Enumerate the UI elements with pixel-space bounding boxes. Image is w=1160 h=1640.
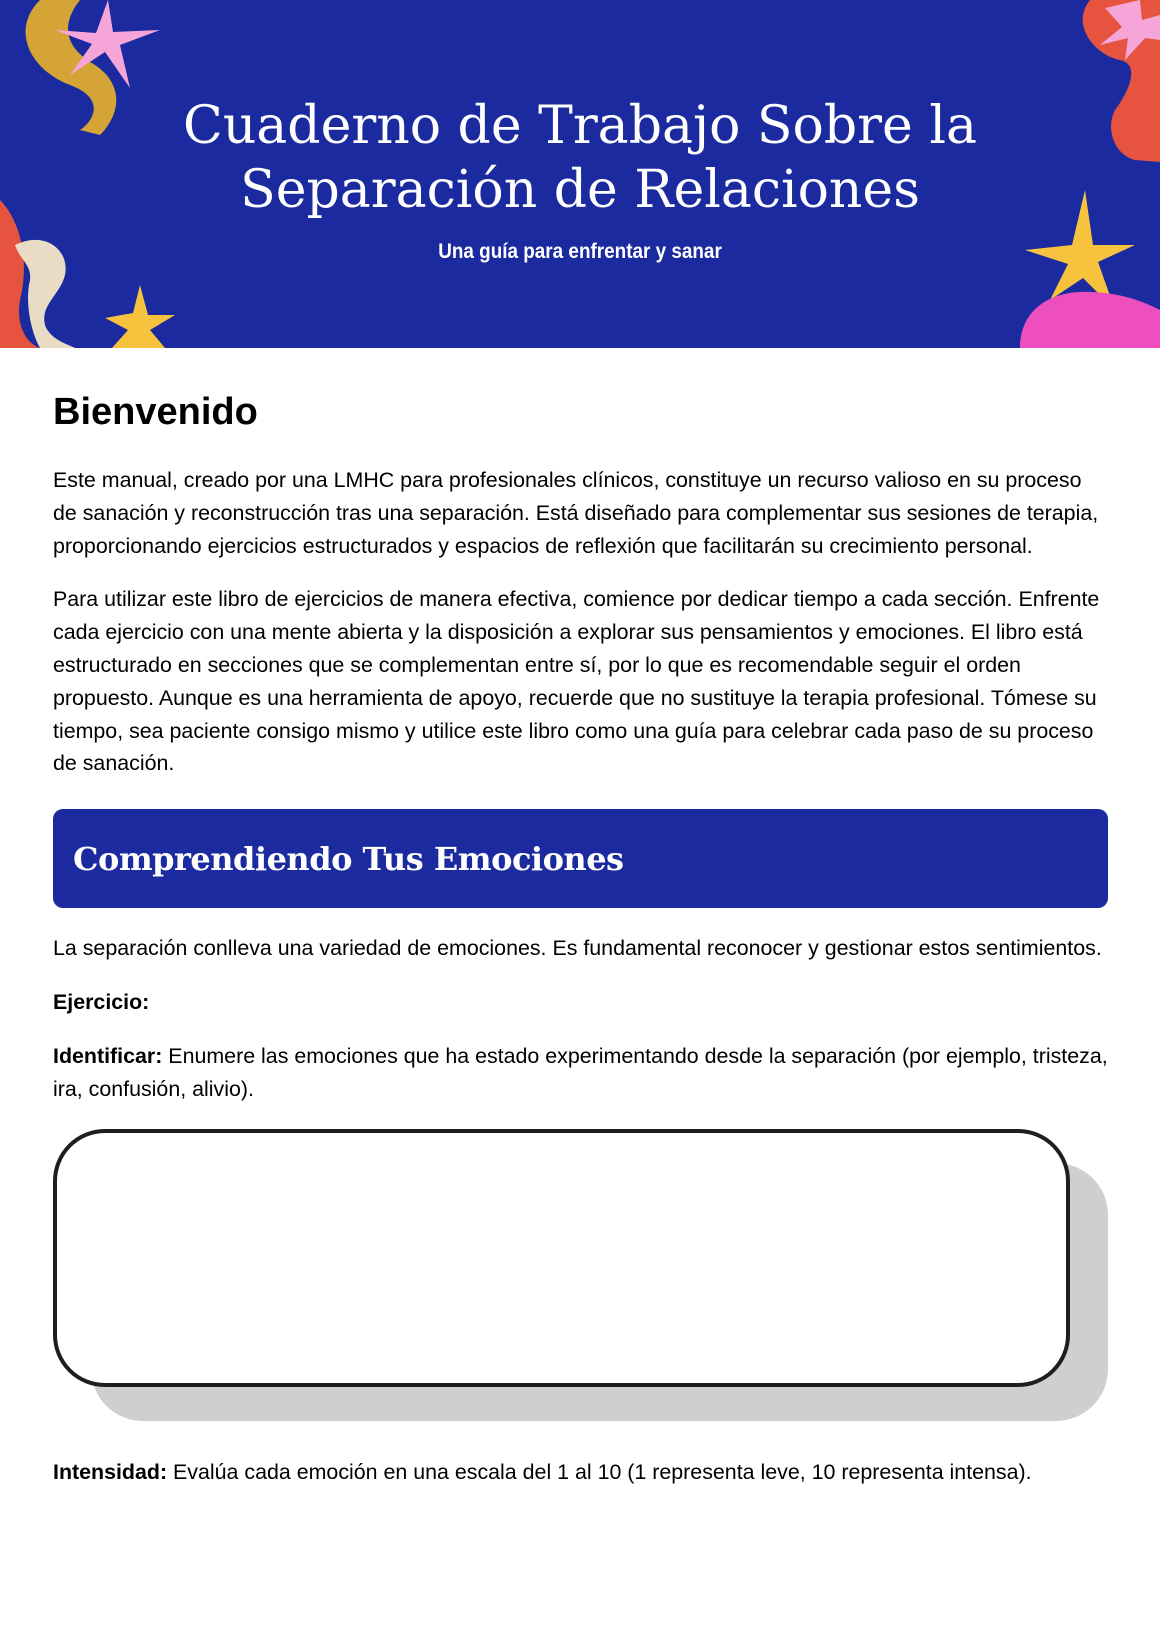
section-heading: Comprendiendo Tus Emociones bbox=[73, 839, 624, 878]
answer-area bbox=[53, 1129, 1108, 1434]
exercise-label: Ejercicio: bbox=[53, 989, 150, 1014]
section-intro: La separación conlleva una variedad de emociones. Es fundamental reconocer y gestionar estos sentimientos. bbox=[53, 936, 1102, 961]
star-shape-yellow bbox=[105, 285, 175, 348]
section-banner bbox=[53, 809, 1108, 908]
intensity-instruction bbox=[53, 1456, 1108, 1489]
document-title bbox=[0, 94, 1160, 222]
identify-instruction bbox=[53, 1040, 1108, 1106]
welcome-heading: Bienvenido bbox=[53, 391, 258, 433]
identify-label: Identificar: bbox=[53, 1043, 163, 1068]
welcome-paragraph-2: Para utilizar este libro de ejercicios de manera efectiva, comience por dedicar tiempo a cada sección. Enfrente cada ejercicio con una mente abierta y la disposición a explorar sus pensamientos y emociones. El libro está estructurado en secciones que se complementan entre sí, por lo que es recomendable seguir el orden propuesto. Aunque es una herramienta de apoyo, recuerde que no sustituye la terapia profesional. Tómese su tiempo, sea paciente consigo mismo y utilice este libro como una guía para celebrar cada paso de su proceso de sanación. bbox=[53, 587, 1100, 776]
intensity-label: Intensidad: bbox=[53, 1460, 168, 1485]
identify-text: Enumere las emociones que ha estado experimentando desde la separación (por ejemplo, tristeza, ira, confusión, alivio). bbox=[53, 1043, 1108, 1101]
intensity-text: Evalúa cada emoción en una escala del 1 al 10 (1 representa leve, 10 representa intensa). bbox=[167, 1460, 1032, 1485]
welcome-paragraph-1: Este manual, creado por una LMHC para profesionales clínicos, constituye un recurso valioso en su proceso de sanación y reconstrucción tras una separación. Está diseñado para complementar sus sesiones de terapia, proporcionando ejercicios estructurados y espacios de reflexión que facilitarán su crecimiento personal. bbox=[53, 468, 1099, 558]
cover-banner bbox=[0, 0, 1160, 348]
title-line-2: Separación de Relaciones bbox=[240, 160, 920, 220]
main-content bbox=[53, 390, 1108, 1510]
blob-shape-magenta bbox=[1020, 292, 1160, 348]
title-line-1: Cuaderno de Trabajo Sobre la bbox=[183, 96, 977, 156]
answer-box[interactable] bbox=[53, 1129, 1070, 1387]
document-subtitle: Una guía para enfrentar y sanar bbox=[438, 240, 722, 263]
